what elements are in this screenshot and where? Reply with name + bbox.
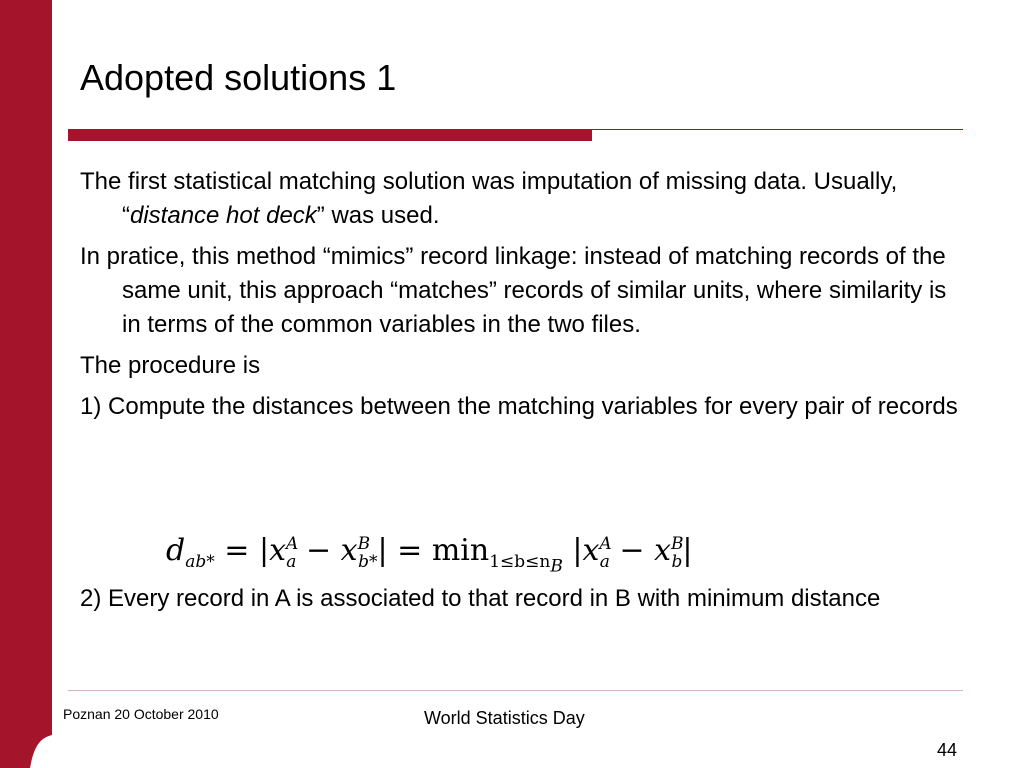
formula-min-sub: 1≤b≤n	[489, 552, 551, 572]
slide-title: Adopted solutions 1	[80, 57, 397, 98]
formula-sub: ab*	[185, 552, 215, 572]
paragraph-record-linkage: In pratice, this method “mimics” record linkage: instead of matching records of the same unit, this approach “matches” records of similar units, where similarity is in terms of the common variables in the two files.	[80, 243, 947, 338]
formula-sup: B	[357, 534, 371, 554]
formula-sub: b*	[358, 552, 378, 572]
formula-sub: a	[286, 552, 297, 572]
paragraph-step-2: 2) Every record in A is associated to that record in B with minimum distance	[80, 585, 881, 612]
paragraph-step-1: 1) Compute the distances between the matching variables for every pair of records	[80, 393, 958, 420]
formula-sub: a	[599, 552, 610, 572]
emphasis-text: distance hot deck	[130, 202, 317, 229]
distance-formula: $d_{ab*} = |x^A_a - x^B_{b*}| = \min_{1\le b\le n_B} |x^A_a - x^B_b|$	[166, 533, 693, 577]
formula-var: d	[166, 533, 186, 568]
title-underline-thick	[68, 129, 592, 141]
formula-var: x	[582, 533, 600, 568]
paragraph-procedure: The procedure is	[80, 352, 261, 379]
paragraph-text: The first statistical matching solution was imputation of missing data. Usually, “	[80, 168, 898, 229]
formula-min-sub-n: B	[550, 556, 563, 577]
formula-sup: A	[599, 534, 612, 554]
slide-body	[80, 165, 960, 424]
footer-date: Poznan 20 October 2010	[63, 706, 219, 722]
footer-event: World Statistics Day	[424, 708, 585, 728]
formula-var: x	[654, 533, 671, 568]
formula-sup: B	[671, 534, 684, 554]
title-underline-thin	[592, 129, 963, 130]
formula-sub: b	[671, 552, 683, 572]
formula-var: x	[269, 533, 287, 568]
side-decoration-bar	[0, 0, 52, 768]
formula-min: min	[431, 533, 490, 568]
paragraph-text: ” was used.	[316, 202, 440, 229]
footer-divider	[68, 690, 963, 691]
formula-var: x	[340, 533, 358, 568]
formula-sup: A	[286, 534, 299, 554]
slide-body-continued	[80, 582, 960, 616]
page-number: 44	[937, 740, 958, 760]
paragraph-imputation	[80, 165, 960, 233]
